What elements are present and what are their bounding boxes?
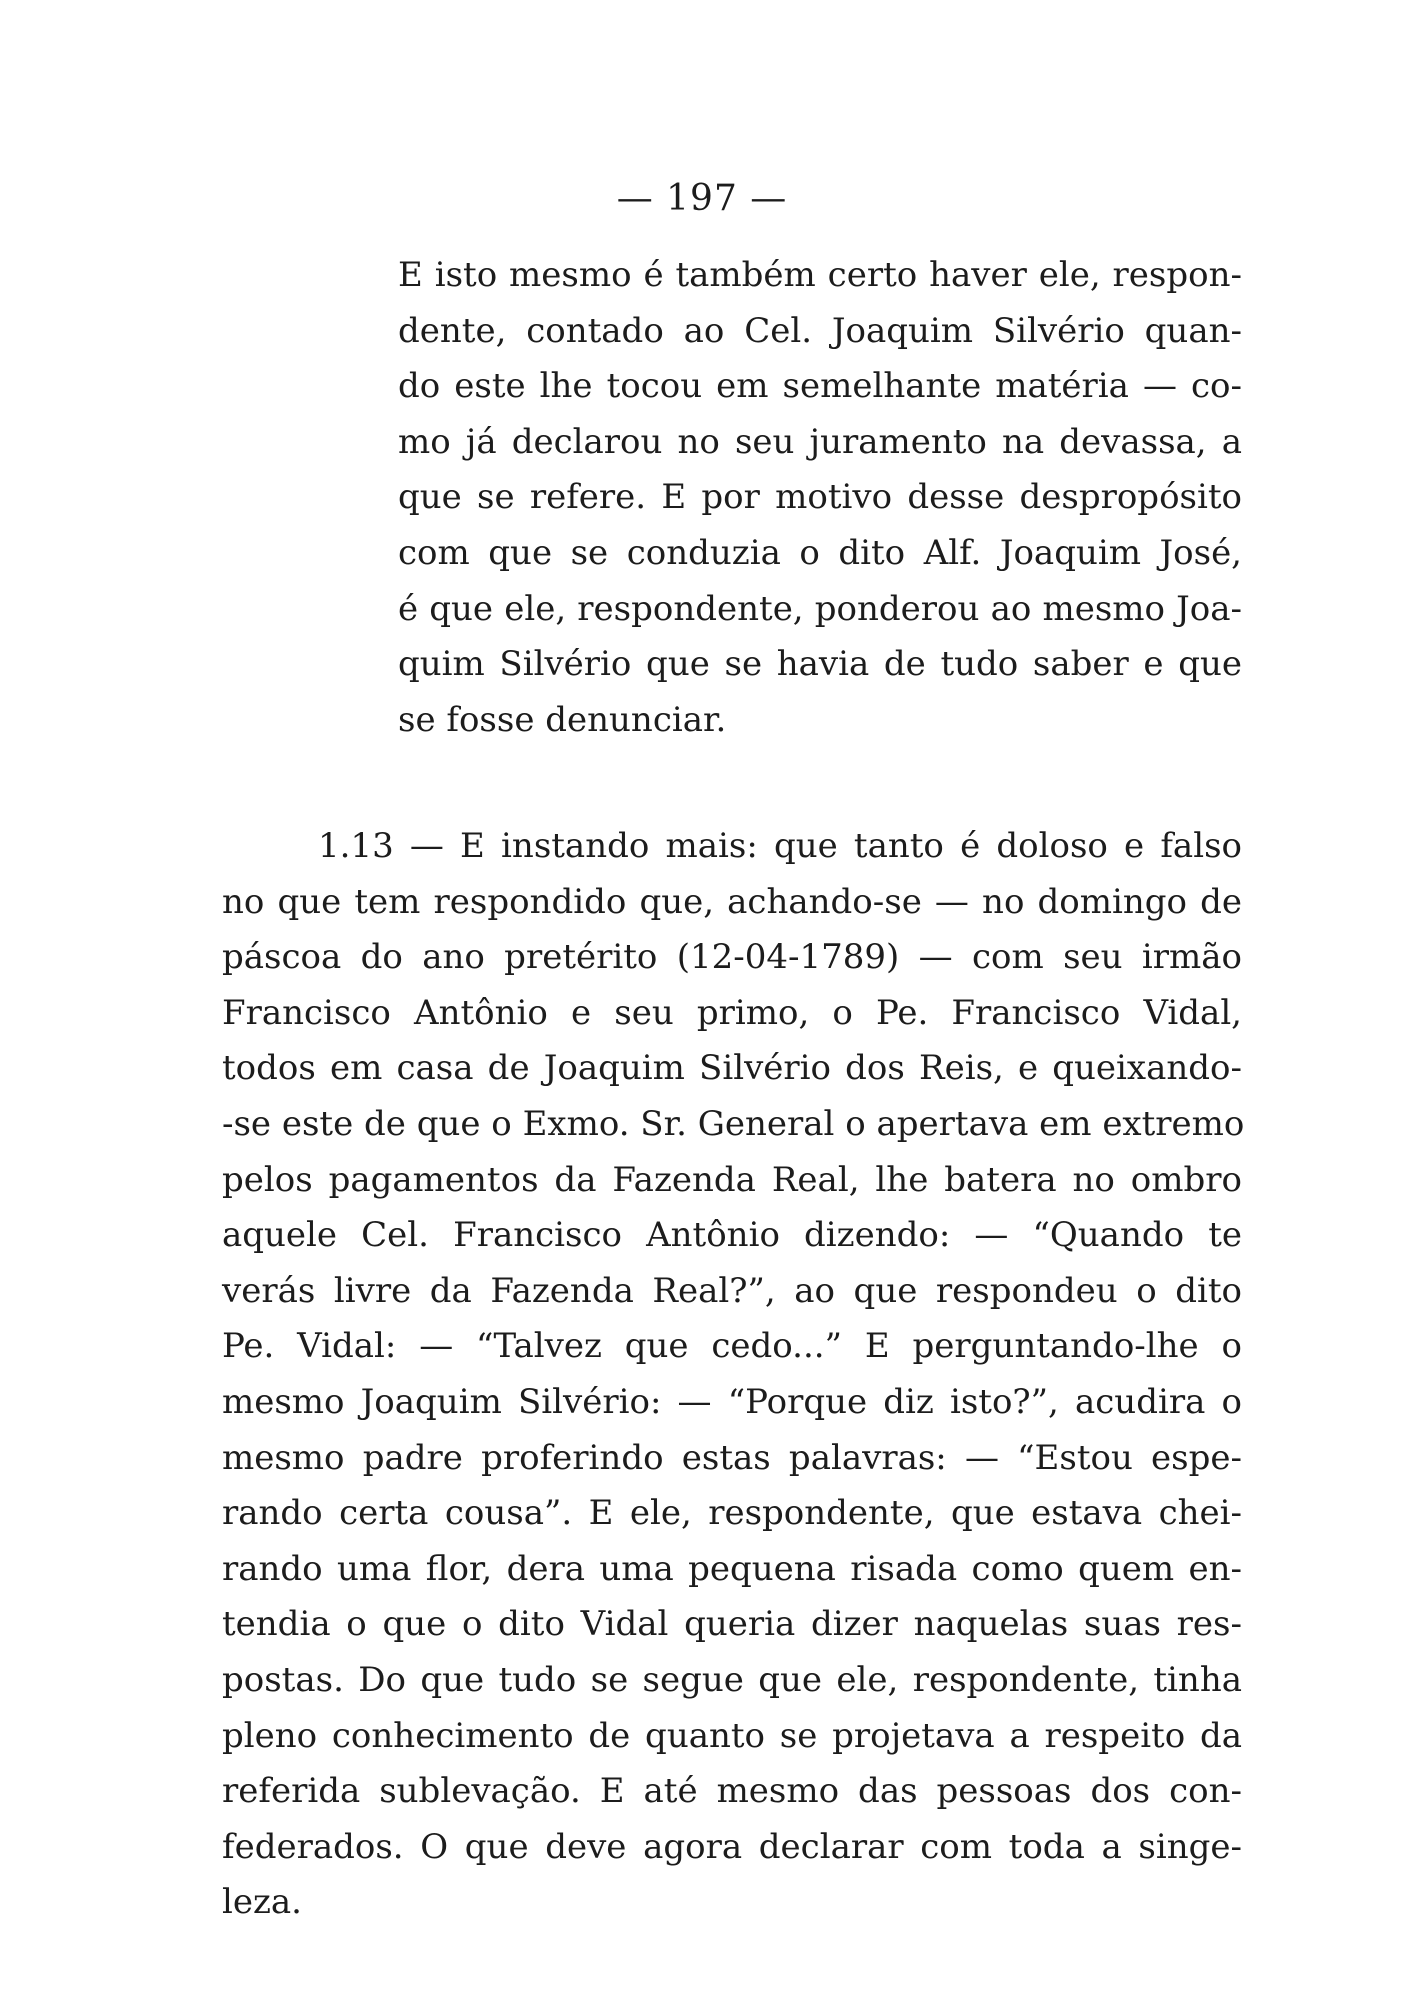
text-line: se fosse denunciar. — [398, 699, 727, 740]
text-line: pelos pagamentos da Fazenda Real, lhe batera no ombro — [222, 1159, 1242, 1200]
text-line: dente, contado ao Cel. Joaquim Silvério quan- — [398, 310, 1242, 351]
text-line: todos em casa de Joaquim Silvério dos Reis, e queixando- — [222, 1048, 1242, 1089]
text-line: Francisco Antônio e seu primo, o Pe. Francisco Vidal, — [222, 992, 1242, 1033]
paragraph-1 — [222, 248, 1242, 748]
text-line: quim Silvério que se havia de tudo saber e que — [398, 644, 1242, 685]
text-line: postas. Do que tudo se segue que ele, respondente, tinha — [222, 1659, 1242, 1700]
text-line: 1.13 — E instando mais: que tanto é doloso e falso — [318, 826, 1242, 866]
text-line: com que se conduzia o dito Alf. Joaquim José, — [398, 532, 1242, 573]
text-line: -se este de que o Exmo. Sr. General o apertava em extremo — [222, 1103, 1245, 1144]
text-line: verás livre da Fazenda Real?”, ao que respondeu o dito — [222, 1270, 1242, 1311]
text-line: leza. — [222, 1882, 302, 1923]
text-line: aquele Cel. Francisco Antônio dizendo: — “Quando te — [222, 1215, 1242, 1256]
paragraph-2 — [222, 819, 1245, 1931]
text-line: federados. O que deve agora declarar com toda a singe- — [222, 1826, 1242, 1867]
text-line: rando uma flor, dera uma pequena risada como quem en- — [222, 1548, 1242, 1589]
text-line: mesmo Joaquim Silvério: — “Porque diz isto?”, acudira o — [222, 1381, 1242, 1422]
text-line: rando certa cousa”. E ele, respondente, que estava chei- — [222, 1493, 1242, 1534]
text-line: Pe. Vidal: — “Talvez que cedo...” E perguntando-lhe o — [222, 1326, 1242, 1367]
text-line: mesmo padre proferindo estas palavras: — “Estou espe- — [222, 1437, 1242, 1478]
text-line: referida sublevação. E até mesmo das pessoas dos con- — [222, 1771, 1242, 1812]
text-line: mo já declarou no seu juramento na devassa, a — [398, 421, 1242, 462]
page-number: — 197 — — [616, 178, 788, 219]
text-line: no que tem respondido que, achando-se — no domingo de — [222, 881, 1242, 922]
text-line: E isto mesmo é também certo haver ele, respon- — [398, 255, 1242, 295]
text-line: é que ele, respondente, ponderou ao mesmo Joa- — [398, 588, 1242, 629]
text-line: páscoa do ano pretérito (12-04-1789) — com seu irmão — [222, 937, 1242, 978]
text-line: pleno conhecimento de quanto se projetava a respeito da — [222, 1715, 1242, 1756]
text-line: que se refere. E por motivo desse despropósito — [398, 477, 1242, 518]
text-line: do este lhe tocou em semelhante matéria — co- — [398, 366, 1242, 407]
text-line: tendia o que o dito Vidal queria dizer naquelas suas res- — [222, 1604, 1242, 1645]
